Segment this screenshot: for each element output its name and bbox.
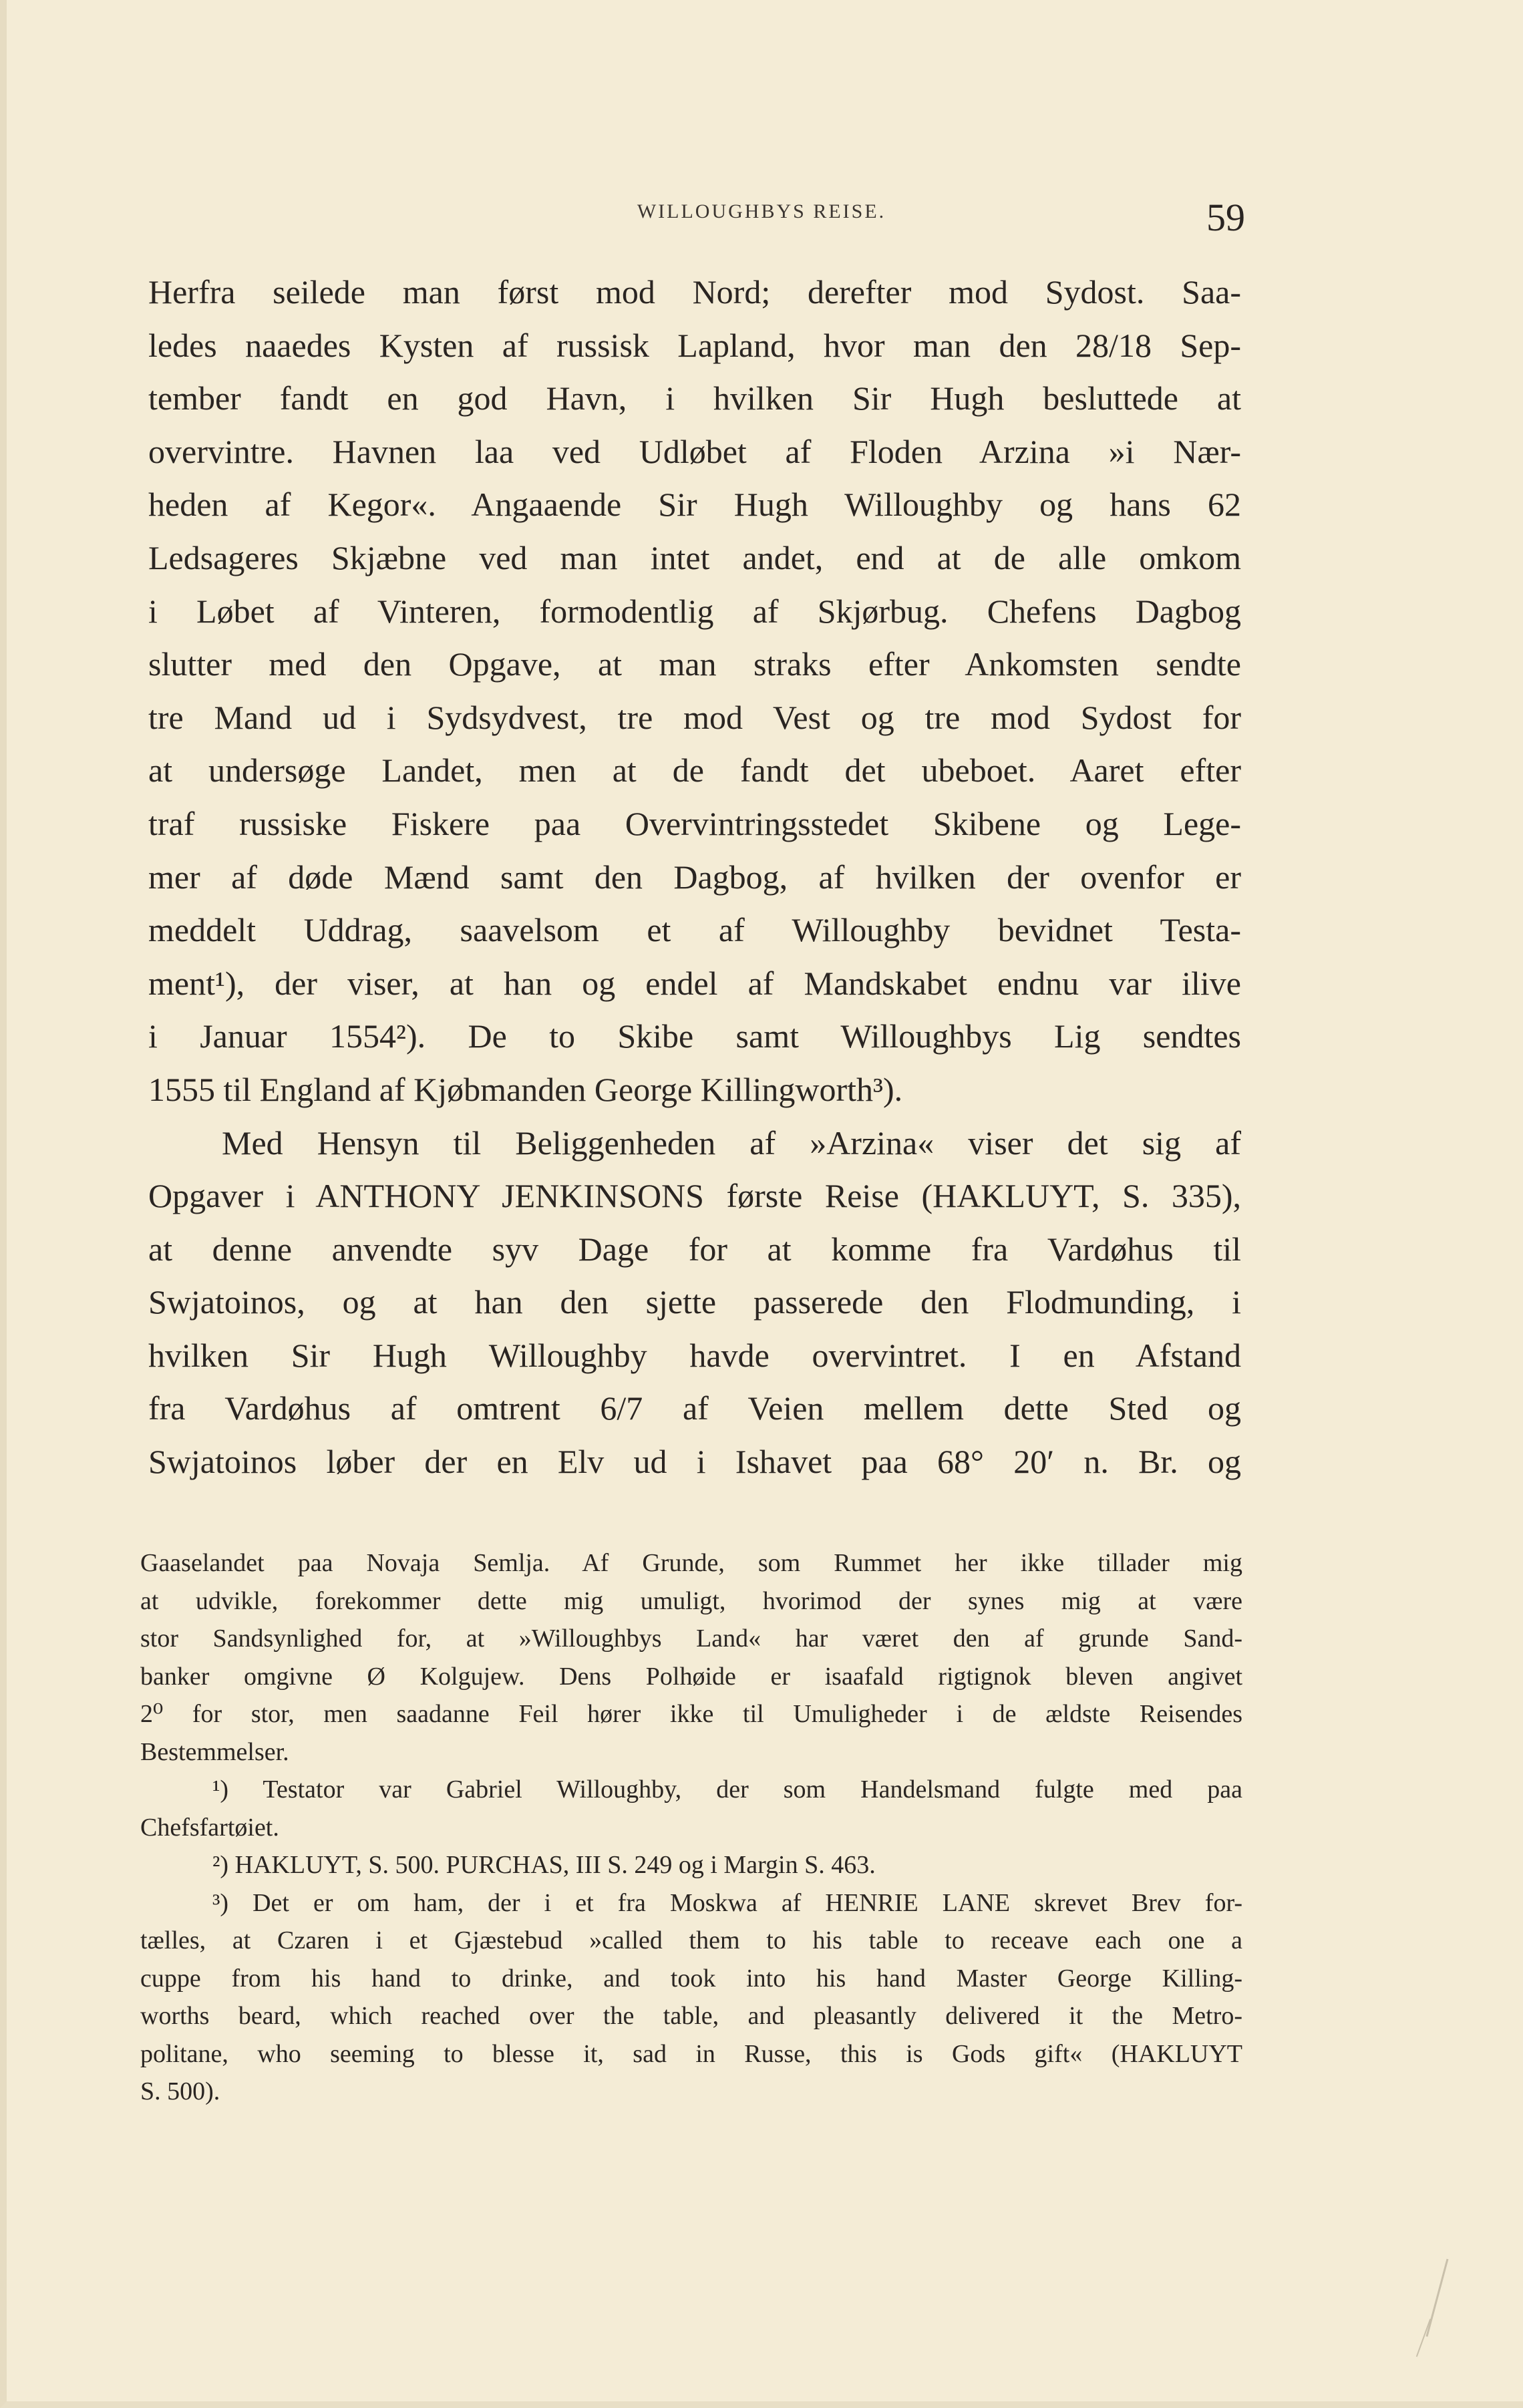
body-line: Opgaver i ANTHONY JENKINSONS første Reise (HAKLUYT, S. 335), <box>148 1177 1241 1215</box>
footnote-line: tælles, at Czaren i et Gjæstebud »called them to his table to receave each one a <box>140 1926 1242 1954</box>
footnote-line: cuppe from his hand to drinke, and took into his hand Master George Killing- <box>140 1964 1242 1993</box>
footnote-1: ¹) Testator var Gabriel Willoughby, der som Handelsmand fulgte med paa <box>212 1775 1242 1803</box>
body-line: at undersøge Landet, men at de fandt det ubeboet. Aaret efter <box>148 751 1241 790</box>
running-head: WILLOUGHBYS REISE. <box>637 200 886 222</box>
footnote-line: politane, who seeming to blesse it, sad in Russe, this is Gods gift« (HAKLUYT <box>140 2039 1242 2068</box>
body-line: meddelt Uddrag, saavelsom et af Willoughby bevidnet Testa- <box>148 911 1241 949</box>
body-line: i Januar 1554²). De to Skibe samt Willoughbys Lig sendtes <box>148 1017 1241 1055</box>
footnote-3: ³) Det er om ham, der i et fra Moskwa af HENRIE LANE skrevet Brev for- <box>212 1888 1242 1917</box>
footnote-line: S. 500). <box>140 2077 220 2105</box>
body-line: Ledsageres Skjæbne ved man intet andet, end at de alle omkom <box>148 538 1241 576</box>
body-line: 1555 til England af Kjøbmanden George Killingworth³). <box>148 1070 903 1108</box>
footnote-line: at udvikle, forekommer dette mig umuligt, hvorimod der synes mig at være <box>140 1586 1242 1615</box>
body-line: Med Hensyn til Beliggenheden af »Arzina« viser det sig af <box>222 1124 1241 1162</box>
footnotes <box>140 1544 1242 2111</box>
footnote-line: Chefsfartøiet. <box>140 1813 279 1842</box>
body-line: tember fandt en god Havn, i hvilken Sir Hugh besluttede at <box>148 379 1241 417</box>
footnote-line: Bestemmelser. <box>140 1737 289 1766</box>
body-line: at denne anvendte syv Dage for at komme fra Vardøhus til <box>148 1230 1241 1268</box>
body-line: Swjatoinos, og at han den sjette passerede den Flodmunding, i <box>148 1283 1241 1321</box>
body-text <box>148 266 1241 1489</box>
body-line: fra Vardøhus af omtrent 6/7 af Veien mellem dette Sted og <box>148 1389 1241 1427</box>
footnote-line: stor Sandsynlighed for, at »Willoughbys Land« har været den af grunde Sand- <box>140 1624 1242 1653</box>
body-line: traf russiske Fiskere paa Overvintringsstedet Skibene og Lege- <box>148 804 1241 842</box>
footnote-line: 2⁰ for stor, men saadanne Feil hører ikke til Umuligheder i de ældste Reisendes <box>140 1700 1242 1728</box>
body-line: hvilken Sir Hugh Willoughby havde overvintret. I en Afstand <box>148 1336 1241 1374</box>
footnote-line: Gaaselandet paa Novaja Semlja. Af Grunde, som Rummet her ikke tillader mig <box>140 1549 1242 1577</box>
footnote-line: banker omgivne Ø Kolgujew. Dens Polhøide er isaafald rigtignok bleven angivet <box>140 1662 1242 1691</box>
body-line: overvintre. Havnen laa ved Udløbet af Floden Arzina »i Nær- <box>148 432 1241 470</box>
footnote-line: worths beard, which reached over the table, and pleasantly delivered it the Metro- <box>140 2002 1242 2030</box>
body-line: heden af Kegor«. Angaaende Sir Hugh Willoughby og hans 62 <box>148 486 1241 524</box>
body-line: ment¹), der viser, at han og endel af Mandskabet endnu var ilive <box>148 964 1241 1002</box>
page-number: 59 <box>1206 196 1245 239</box>
body-line: mer af døde Mænd samt den Dagbog, af hvilken der ovenfor er <box>148 858 1241 896</box>
page-header <box>0 196 1523 254</box>
footnote-2: ²) HAKLUYT, S. 500. PURCHAS, III S. 249 og i Margin S. 463. <box>212 1851 876 1879</box>
body-line: Herfra seilede man først mod Nord; derefter mod Sydost. Saa- <box>148 273 1241 311</box>
body-line: slutter med den Opgave, at man straks efter Ankomsten sendte <box>148 645 1241 683</box>
body-line: tre Mand ud i Sydsydvest, tre mod Vest og tre mod Sydost for <box>148 698 1241 736</box>
body-line: ledes naaedes Kysten af russisk Lapland, hvor man den 28/18 Sep- <box>148 326 1241 364</box>
body-line: Swjatoinos løber der en Elv ud i Ishavet paa 68° 20′ n. Br. og <box>148 1443 1241 1481</box>
body-line: i Løbet af Vinteren, formodentlig af Skjørbug. Chefens Dagbog <box>148 592 1241 630</box>
